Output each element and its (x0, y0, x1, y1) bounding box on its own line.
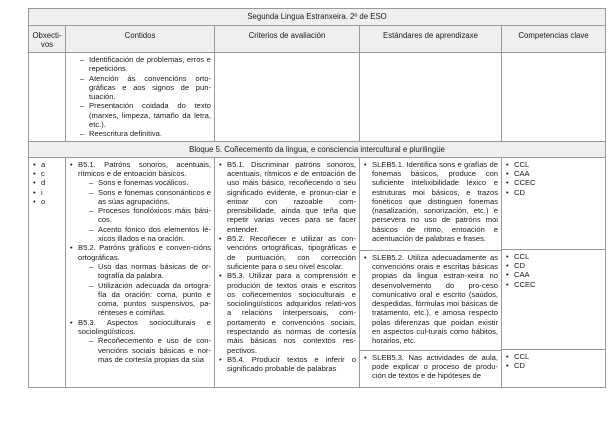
table-row-block5 (29, 157, 606, 387)
objectives-list (32, 160, 62, 206)
list-item: • CD (505, 188, 602, 197)
list-item: • SLEB5.1. Identifica sons e grafías de fonemas básicos, produce con suficiente intelixibilidade léxico e estruturas moi básicos, e trazos fonéticos que distinguen fonemas (nasalización, sonorización, etc.) e persevera no uso de patróns moi básicos de ritmo, entoación e acentuación de palabras e frases. (363, 160, 498, 244)
list-item: • CCEC (505, 280, 602, 289)
list-item: • B5.3. Utilizar para a comprensión e produción de textos orais e escritos os coñecementos socioculturais e sociolingüísticos adquiridos relati-vos a relacións interpersoais, com-portamento e convencións sociais, respectando as normas de cortesía máis básicas nos contextos res-pectivos. (218, 271, 356, 355)
header-contents: Contidos (66, 26, 215, 53)
header-competences: Competencias clave (502, 26, 606, 53)
list-item: – Procesos fonolóxicos máis bási-cos. (78, 206, 211, 225)
header-criteria: Criterios de avaliación (215, 26, 360, 53)
list-item: – Identificación de problemas, erros e repeticións. (69, 55, 211, 74)
list-item: • B5.3. Aspectos socioculturais e sociolingüísticos. – Recoñecemento e uso de con-vencións sociais básicas e nor-mas de cortesía propias da súa (69, 318, 211, 364)
standards-cell (360, 157, 502, 387)
list-item: • B5.2. Patróns gráficos e conven-cións ortográficas. – Uso das normas básicas de or-tografía da palabra. – Utilización adecuada da ortogra-fía da oración: coma, punto e coma, puntos suspensivos, pa-rénteses e comiñas. (69, 243, 211, 317)
table-row-prev (29, 53, 606, 142)
list-item: • CAA (505, 169, 602, 178)
list-item: • CCL (505, 252, 602, 261)
list-item: • CD (505, 361, 602, 370)
list-item: – Recoñecemento e uso de con-vencións sociais básicas e nor-mas de cortesía propias da súa (78, 336, 211, 364)
list-item: – Acento fónico dos elementos lé-xicos illados e na oración. (78, 225, 211, 244)
list-item: • B5.1. Discriminar patróns sonoros, acentuais, rítmicos e de entoación de uso máis básico, recoñecendo o seu significado evidente, e pronun-ciar e entoar con razoable com-prensibilidade, aínda que teña que repetir varias veces para se facer entender. (218, 160, 356, 234)
list-item: – Reescritura definitiva. (69, 129, 211, 138)
prev-contents-cell (66, 53, 215, 142)
list-item: • B5.4. Producir textos e inferir o significado probable de palabras (218, 355, 356, 374)
header-standards: Estándares de aprendizaxe (360, 26, 502, 53)
criteria-cell (215, 157, 360, 387)
list-item: • CAA (505, 270, 602, 279)
contents-cell (66, 157, 215, 387)
list-item: – Uso das normas básicas de or-tografía da palabra. (78, 262, 211, 281)
list-item: • o (32, 197, 62, 206)
block-title: Bloque 5. Coñecemento da lingua, e consciencia intercultural e plurilingüe (29, 141, 606, 157)
criteria-list (218, 160, 356, 374)
list-item: – Presentación coidada do texto (marxes, limpeza, tamaño da letra, etc.). (69, 101, 211, 129)
list-item: – Sons e fonemas vocálicos. (78, 178, 211, 187)
list-item: • SLEB5.2. Utiliza adecuadamente as convencións orais e escritas básicas propias da lingua estran-xeira no desenvolvemento do pro-ceso comunicativo oral e escrito (saúdos, despedidas, fórmulas moi básicas de tratamento, etc.), e amosa respecto polas diferenzas que poidan existir en aspectos cul-turais como hábitos, horarios, etc. (363, 253, 498, 346)
prev-contents-list (69, 55, 211, 139)
table-title: Segunda Lingua Estranxeira. 2º de ESO (29, 9, 606, 26)
list-item: • CCEC (505, 178, 602, 187)
list-item: – Sons e fonemas consonánticos e as súas agrupacións. (78, 188, 211, 207)
curriculum-table (28, 8, 606, 388)
list-item: • a (32, 160, 62, 169)
list-item: • CCL (505, 160, 602, 169)
list-item: – Utilización adecuada da ortogra-fía da oración: coma, punto e coma, puntos suspensivos, pa-rénteses e comiñas. (78, 281, 211, 318)
list-item: • CD (505, 261, 602, 270)
competences-cell (502, 157, 606, 387)
list-item: • c (32, 169, 62, 178)
header-objectives: Obxecti-vos (29, 26, 66, 53)
list-item: • SLEB5.3. Nas actividades de aula, pode explicar o proceso de produ-ción de textos e de hipóteses de (363, 353, 498, 381)
list-item: • B5.1. Patróns sonoros, acentuais, rítmicos e de entoación básicos. – Sons e fonemas vocálicos. – Sons e fonemas consonánticos e as súas agrupacións. – Procesos fonolóxicos máis bási-cos. – Acento fónico dos elementos lé-xicos illados e na oración. (69, 160, 211, 244)
list-item: • B5.2. Recoñecer e utilizar as con-vencións ortográficas, tipográficas e de puntuación, con corrección suficiente para o seu nivel escolar. (218, 234, 356, 271)
objectives-cell (29, 157, 66, 387)
contents-list (69, 160, 211, 365)
list-item: • i (32, 188, 62, 197)
list-item: – Atención ás convencións orto-gráficas e aos signos de pun-tuación. (69, 74, 211, 102)
list-item: • CCL (505, 352, 602, 361)
list-item: • d (32, 178, 62, 187)
